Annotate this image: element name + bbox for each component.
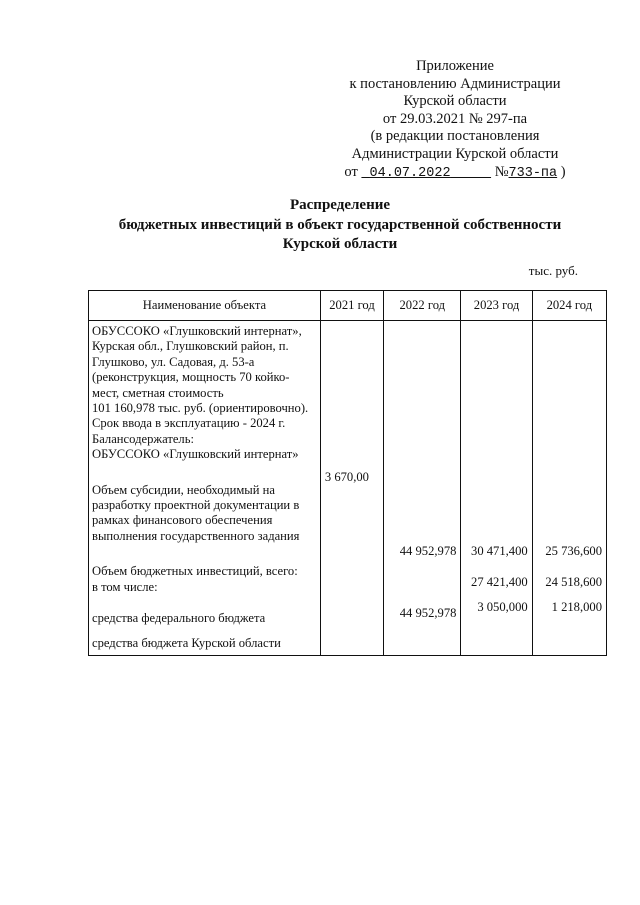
column-header-2021: 2021 год bbox=[320, 291, 383, 321]
subsidy-value-2021: 3 670,00 bbox=[324, 470, 369, 484]
document-title bbox=[90, 196, 590, 255]
column-header-2024: 2024 год bbox=[532, 291, 606, 321]
regional-value-2022: 44 952,978 bbox=[399, 606, 457, 621]
investment-table bbox=[88, 290, 607, 656]
table-header-row bbox=[89, 291, 607, 321]
description-line: 101 160,978 тыс. руб. (ориентировочно). bbox=[92, 401, 309, 416]
federal-value-2024: 24 518,600 bbox=[545, 575, 602, 590]
description-line: ОБУССОКО «Глушковский интернат» bbox=[92, 447, 299, 462]
total-value-2022: 44 952,978 bbox=[399, 544, 457, 558]
value-cell-2023 bbox=[461, 321, 532, 656]
subsidy-label-line: Объем субсидии, необходимый на bbox=[92, 482, 275, 497]
edit-reference-line bbox=[330, 164, 580, 183]
header-line: (в редакции постановления bbox=[370, 128, 540, 145]
object-row bbox=[89, 321, 607, 656]
edit-prefix: от bbox=[344, 163, 358, 180]
description-line: Курская обл., Глушковский район, п. bbox=[92, 339, 289, 354]
title-line: бюджетных инвестиций в объект государственной собственности bbox=[118, 216, 562, 233]
value-cell-2022 bbox=[384, 321, 461, 656]
subsidy-label bbox=[92, 483, 316, 545]
document-header bbox=[330, 58, 580, 182]
edit-number: 733-па bbox=[508, 165, 558, 181]
title-line: Распределение bbox=[289, 197, 391, 213]
edit-number-label: № bbox=[494, 163, 509, 180]
column-header-2023: 2023 год bbox=[461, 291, 532, 321]
total-label-line: Объем бюджетных инвестиций, всего: bbox=[92, 564, 298, 579]
value-cell-2024 bbox=[532, 321, 606, 656]
total-value-2024: 25 736,600 bbox=[545, 544, 602, 558]
edit-date: 04.07.2022 bbox=[369, 165, 451, 181]
total-label bbox=[92, 564, 316, 595]
header-line: Администрации Курской области bbox=[351, 145, 559, 162]
column-header-name: Наименование объекта bbox=[89, 291, 321, 321]
title-line: Курской области bbox=[282, 236, 398, 252]
description-line: Срок ввода в эксплуатацию - 2024 г. bbox=[92, 416, 286, 431]
subsidy-label-line: рамках финансового обеспечения bbox=[92, 513, 273, 528]
total-value-2023: 30 471,400 bbox=[471, 544, 528, 558]
object-name-cell bbox=[89, 321, 321, 656]
value-cell-2021 bbox=[320, 321, 383, 656]
subsidy-label-line: выполнения государственного задания bbox=[92, 528, 300, 543]
header-line: к постановлению Администрации bbox=[349, 75, 561, 92]
units-label: тыс. руб. bbox=[528, 263, 578, 278]
federal-value-2023: 27 421,400 bbox=[471, 575, 528, 590]
header-line: Курской области bbox=[403, 93, 507, 110]
regional-value-2023: 3 050,000 bbox=[477, 599, 528, 614]
description-line: мест, сметная стоимость bbox=[92, 385, 224, 400]
total-label-line: в том числе: bbox=[92, 579, 158, 594]
description-line: Глушково, ул. Садовая, д. 53-а bbox=[92, 354, 255, 369]
description-line: (реконструкция, мощность 70 койко- bbox=[92, 370, 290, 385]
subsidy-label-line: разработку проектной документации в bbox=[92, 498, 300, 513]
header-line: Приложение bbox=[416, 58, 494, 74]
edit-suffix: ) bbox=[560, 163, 566, 180]
federal-label: средства федерального бюджета bbox=[92, 611, 266, 626]
description-line: ОБУССОКО «Глушковский интернат», bbox=[92, 324, 302, 338]
regional-value-2024: 1 218,000 bbox=[551, 599, 602, 614]
description-line: Балансодержатель: bbox=[92, 431, 194, 446]
regional-label: средства бюджета Курской области bbox=[92, 635, 281, 650]
column-header-2022: 2022 год bbox=[384, 291, 461, 321]
header-line: от 29.03.2021 № 297-па bbox=[382, 110, 528, 127]
object-description bbox=[92, 324, 316, 463]
